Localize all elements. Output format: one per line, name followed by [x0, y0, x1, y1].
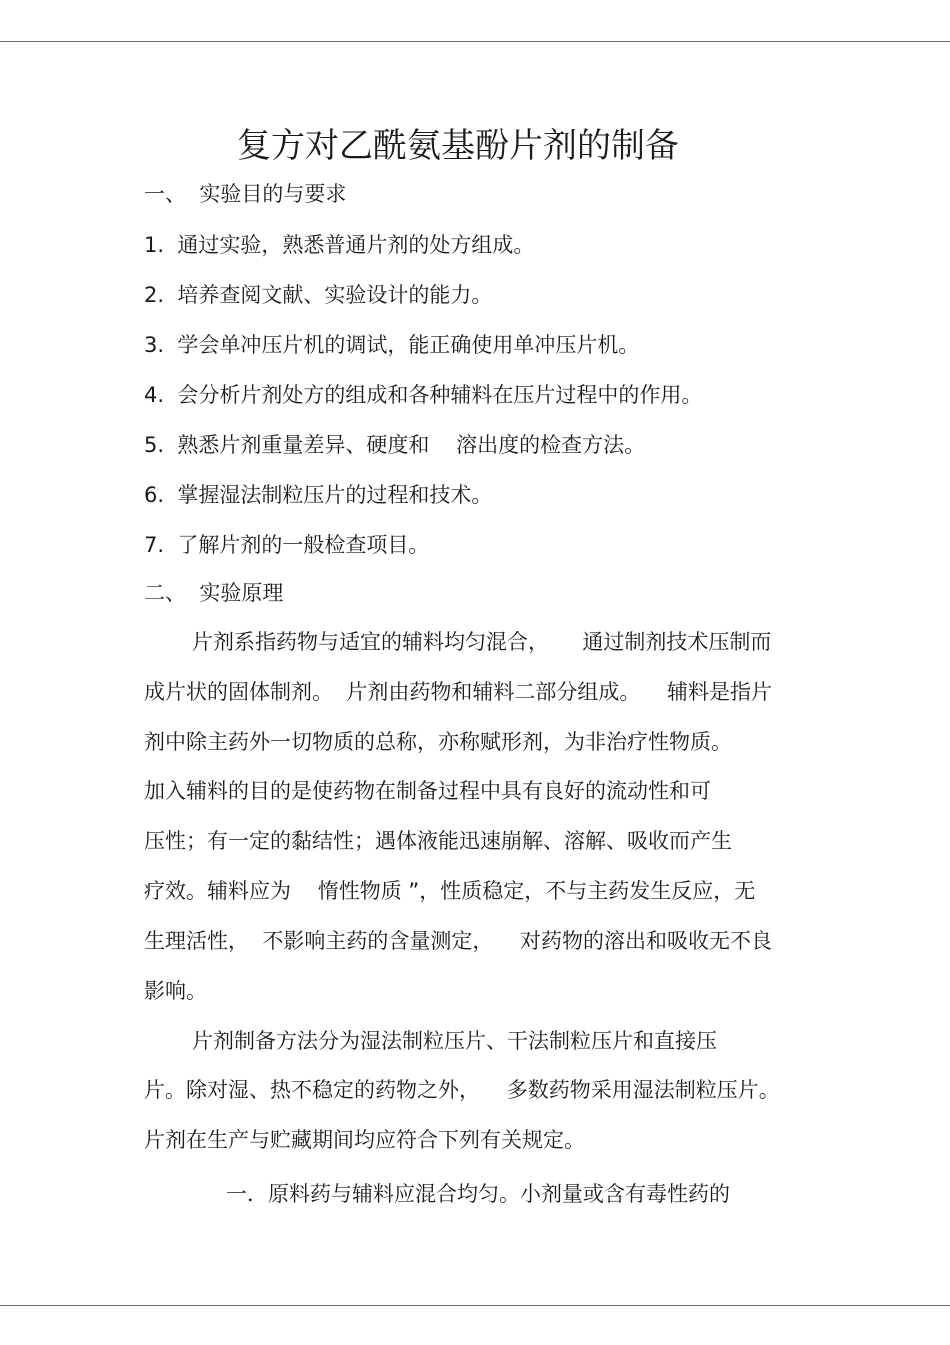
paragraph-2-line-2: 片。除对湿、热不稳定的药物之外， 多数药物采用湿法制粒压片。 [144, 1078, 780, 1102]
paragraph-1-line-6: 疗效。辅料应为 惰性物质 ”，性质稳定，不与主药发生反应，无 [144, 879, 756, 903]
paragraph-1-line-8: 影响。 [144, 979, 207, 1003]
paragraph-1-line-3: 剂中除主药外一切物质的总称，亦称赋形剂，为非治疗性物质。 [144, 730, 732, 754]
header-rule [0, 41, 950, 42]
paragraph-1-line-4: 加入辅料的目的是使药物在制备过程中具有良好的流动性和可 [144, 779, 711, 803]
paragraph-1-line-7: 生理活性， 不影响主药的含量测定， 对药物的溶出和吸收无不良 [144, 929, 773, 953]
objective-item-4: 4. 会分析片剂处方的组成和各种辅料在压片过程中的作用。 [144, 383, 703, 407]
objective-item-5: 5. 熟悉片剂重量差异、硬度和 溶出度的检查方法。 [144, 433, 646, 457]
section-heading-objectives: 一、 实验目的与要求 [144, 182, 347, 206]
section-heading-principle: 二、 实验原理 [144, 581, 284, 605]
objective-item-3: 3. 学会单冲压片机的调试，能正确使用单冲压片机。 [144, 333, 640, 357]
objective-item-6: 6. 掌握湿法制粒压片的过程和技术。 [144, 483, 493, 507]
objective-item-2: 2. 培养查阅文献、实验设计的能力。 [144, 283, 493, 307]
paragraph-2-line-1: 片剂制备方法分为湿法制粒压片、干法制粒压片和直接压 [192, 1029, 717, 1053]
objective-item-7: 7. 了解片剂的一般检查项目。 [144, 533, 430, 557]
paragraph-2-line-3: 片剂在生产与贮藏期间均应符合下列有关规定。 [144, 1128, 585, 1152]
footer-rule [0, 1305, 950, 1306]
paragraph-1-line-2: 成片状的固体制剂。 片剂由药物和辅料二部分组成。 辅料是指片 [144, 680, 773, 704]
objective-item-1: 1. 通过实验，熟悉普通片剂的处方组成。 [144, 233, 535, 257]
paragraph-1-line-1: 片剂系指药物与适宜的辅料均匀混合， 通过制剂技术压制而 [192, 630, 772, 654]
page-title: 复方对乙酰氨基酚片剂的制备 [237, 126, 679, 166]
paragraph-1-line-5: 压性；有一定的黏结性；遇体液能迅速崩解、溶解、吸收而产生 [144, 829, 732, 853]
rule-item-1: 一．原料药与辅料应混合均匀。小剂量或含有毒性药的 [226, 1182, 730, 1206]
